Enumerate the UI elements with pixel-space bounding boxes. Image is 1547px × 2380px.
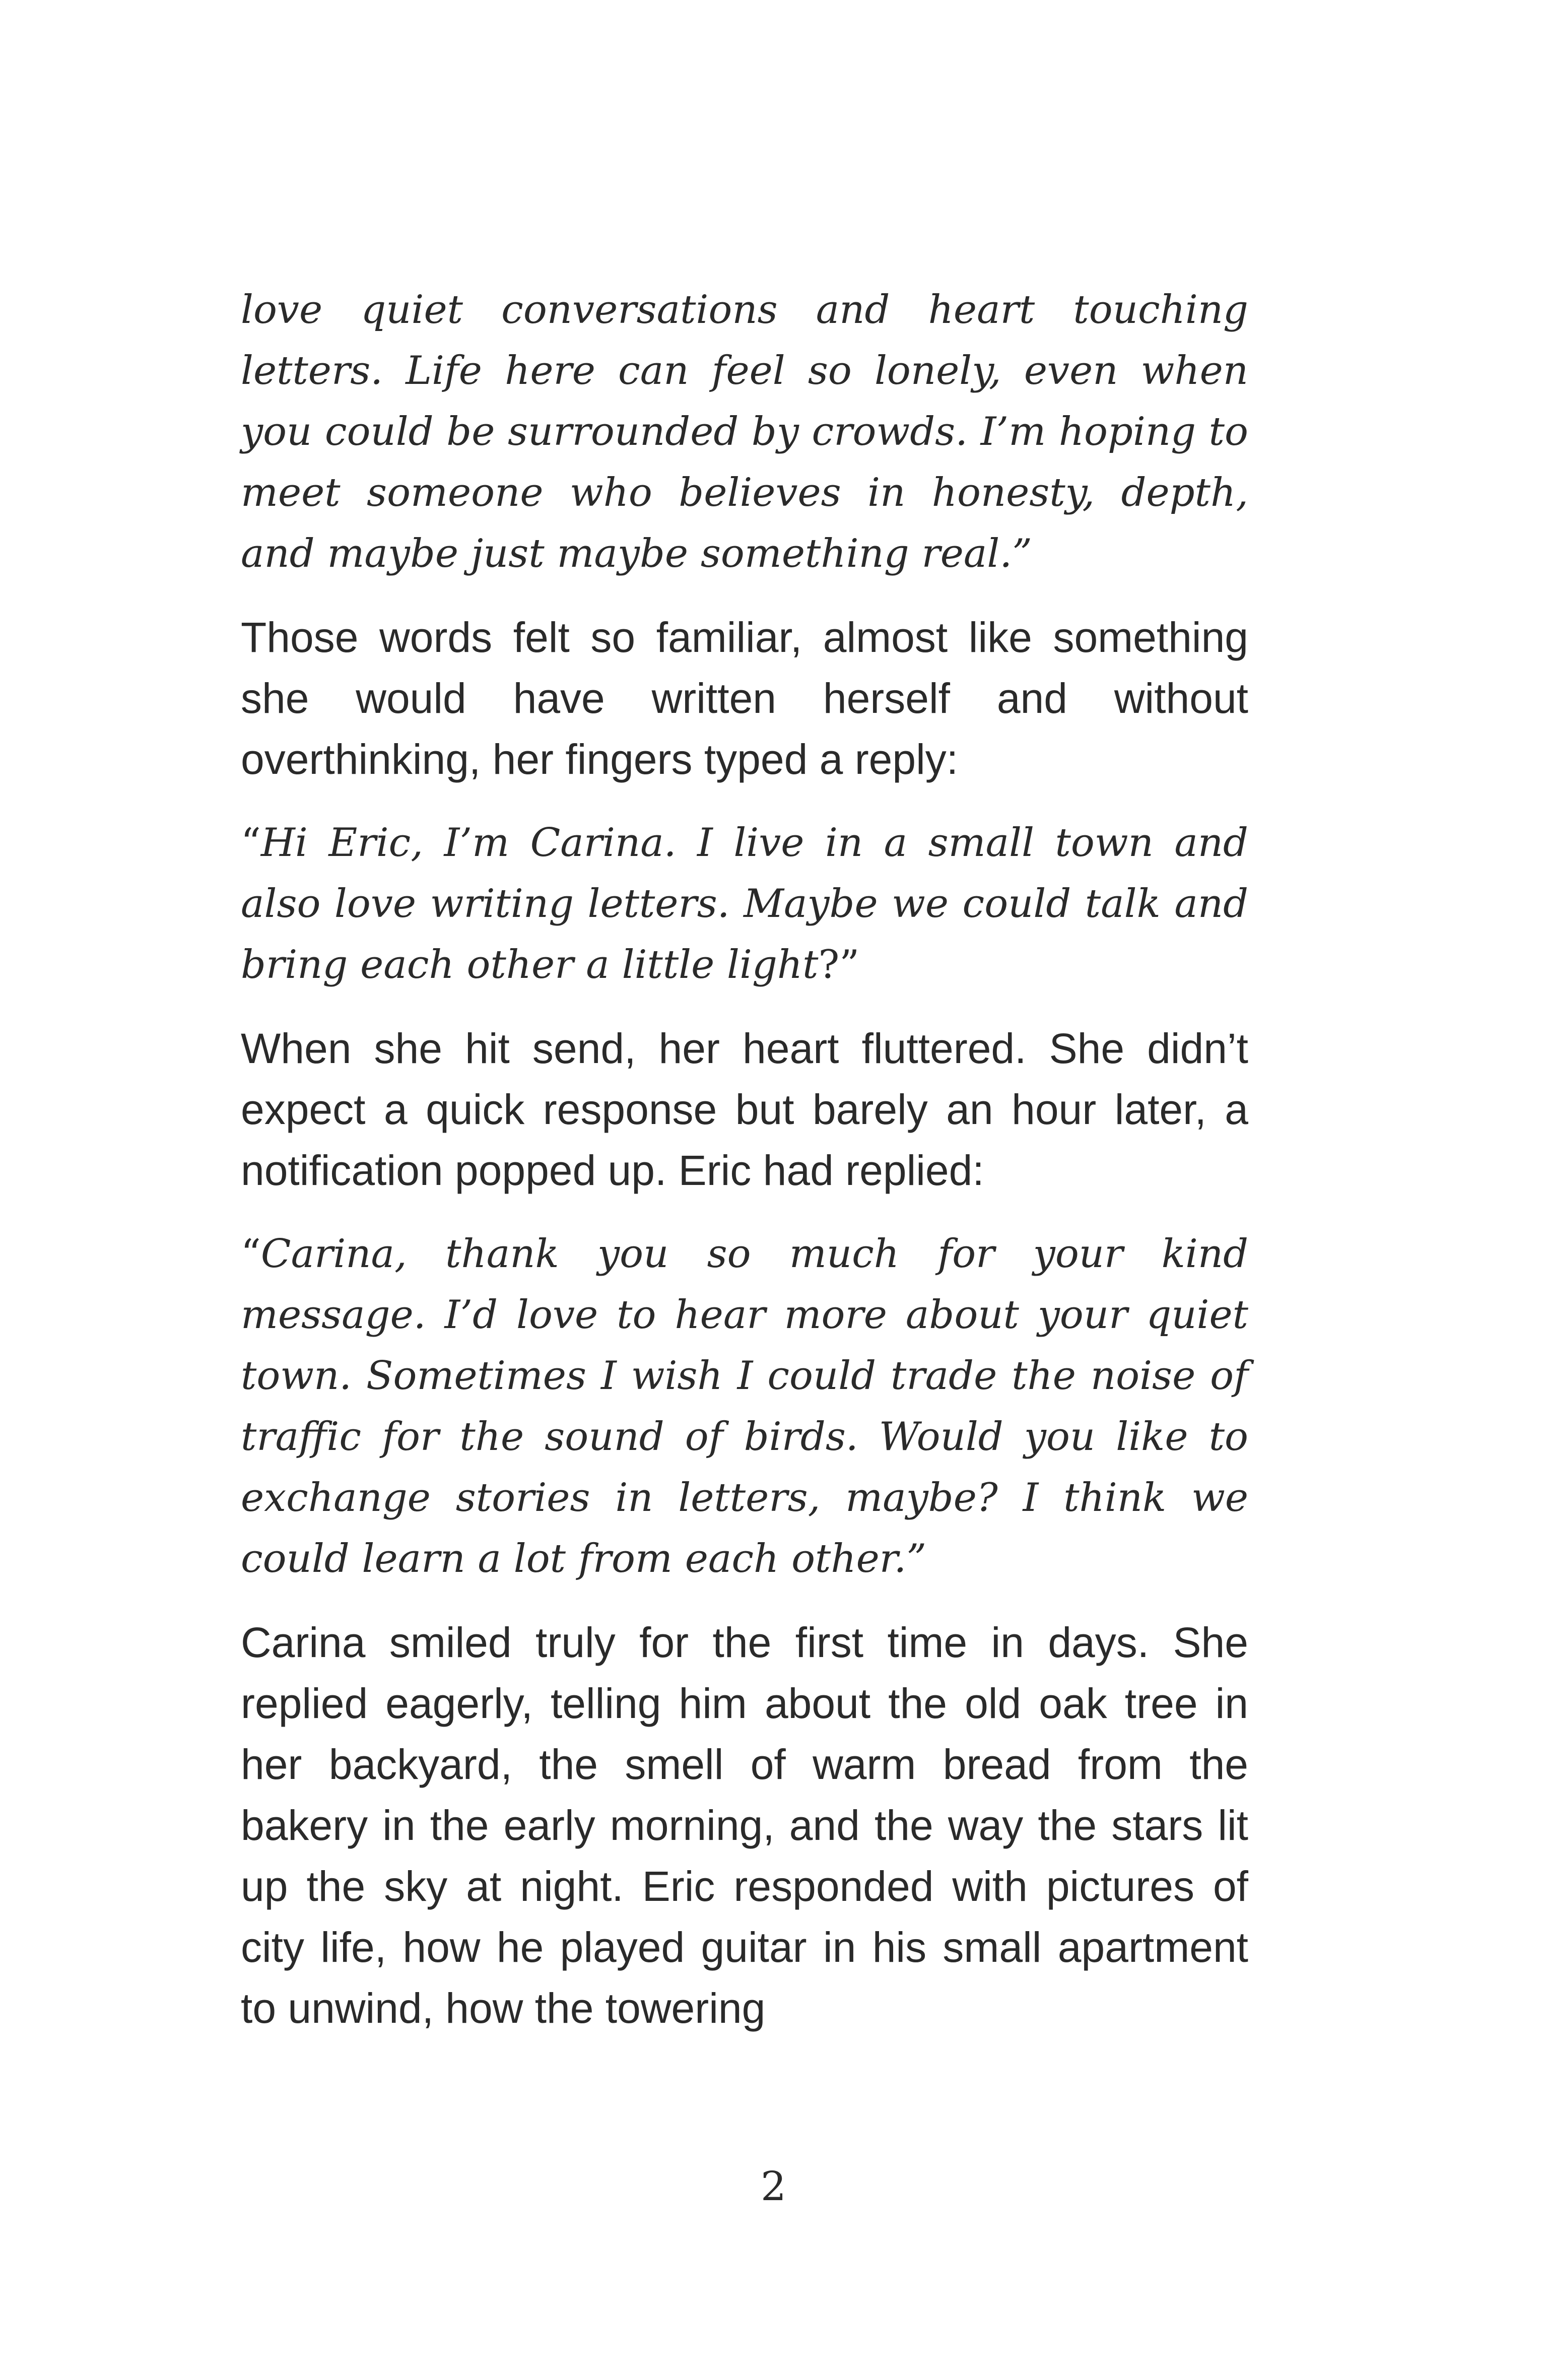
paragraph-text: Those words felt so familiar, almost like something she would have written herself and without overthinking, her fingers typed a reply: <box>241 614 1248 783</box>
body-text <box>241 280 1248 2039</box>
narration-paragraph <box>241 607 1248 790</box>
eric-reply-paragraph <box>241 1224 1248 1590</box>
open-quote: “ <box>241 820 261 866</box>
narration-paragraph <box>241 1018 1248 1201</box>
page-number: 2 <box>761 2163 786 2210</box>
narration-paragraph <box>241 1612 1248 2039</box>
carina-reply-paragraph <box>241 813 1248 996</box>
paragraph-text: Carina smiled truly for the first time in days. She replied eagerly, telling him about the old oak tree in her backyard, the smell of warm bread from the bakery in the early morning, and the way the stars lit up the sky at night. Eric responded with pictures of city life, how he played guitar in his small apartment to unwind, how the towering <box>241 1619 1248 2032</box>
paragraph-text: Hi Eric, I’m Carina. I live in a small town and also love writing letters. Maybe we could talk and bring each other a little light <box>241 820 1248 987</box>
open-quote: “ <box>241 1231 261 1277</box>
paragraph-text: Carina, thank you so much for your kind message. I’d love to hear more about your quiet town. Sometimes I wish I could trade the noise of traffic for the sound of birds. Would you like to exchange stories in letters, maybe? I think we could learn a lot from each other.” <box>241 1231 1248 1581</box>
letter-excerpt-paragraph <box>241 280 1248 584</box>
paragraph-text: love quiet conversations and heart touching letters. Life here can feel so lonely, even when you could be surrounded by crowds. I’m hoping to meet someone who believes in honesty, depth, and maybe just maybe something real.” <box>241 287 1248 576</box>
paragraph-text: When she hit send, her heart fluttered. She didn’t expect a quick response but barely an hour later, a notification popped up. Eric had replied: <box>241 1025 1248 1194</box>
close-quote: ?” <box>818 942 860 987</box>
